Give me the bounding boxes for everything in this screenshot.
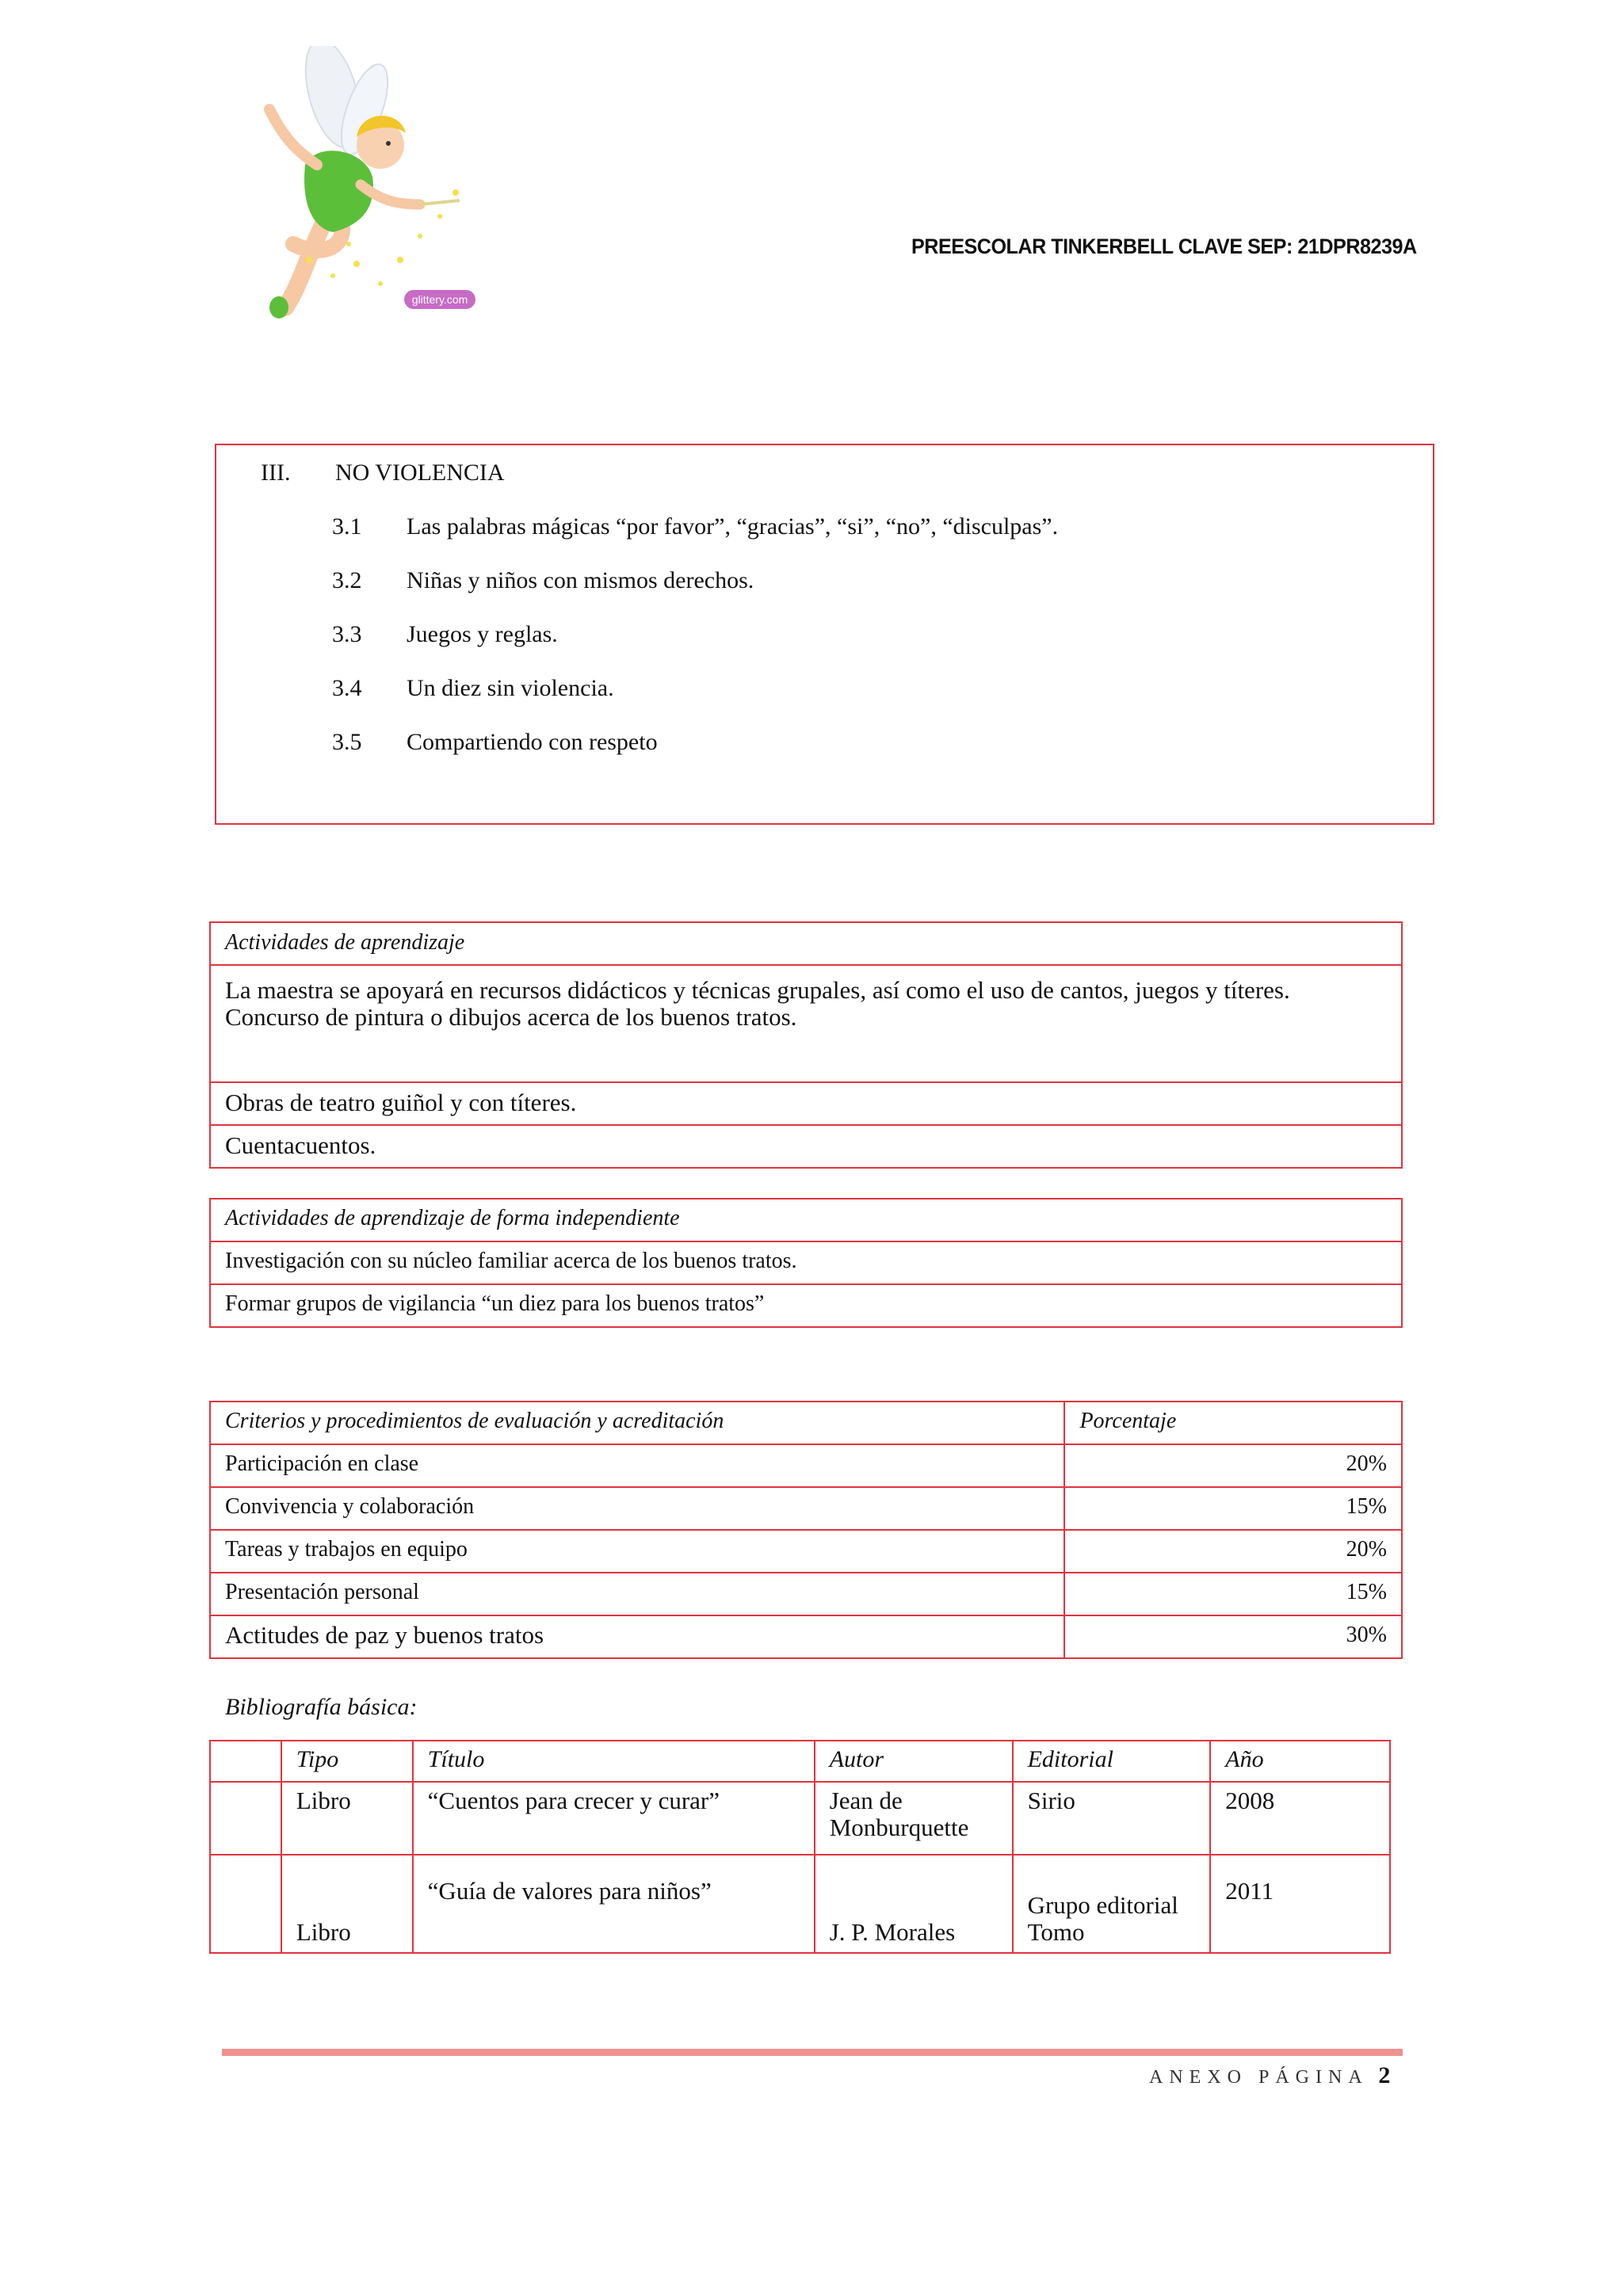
criterion-cell: Tareas y trabajos en equipo [210, 1530, 1064, 1573]
criterion-cell: Presentación personal [210, 1573, 1064, 1615]
item-text: Un diez sin violencia. [407, 675, 614, 701]
autor-header: Autor [815, 1741, 1013, 1782]
anio-cell: 2008 [1210, 1782, 1390, 1855]
bibliography-table [209, 1740, 1391, 1954]
tipo-header: Tipo [281, 1741, 413, 1782]
empty-cell [210, 1741, 281, 1782]
criteria-header: Criterios y procedimientos de evaluación y acreditación [210, 1402, 1064, 1444]
item-text: Las palabras mágicas “por favor”, “gracias”, “si”, “no”, “disculpas”. [407, 513, 1059, 540]
titulo-cell: “Cuentos para crecer y curar” [413, 1782, 815, 1855]
table-row [210, 1444, 1402, 1487]
list-item [332, 513, 1058, 540]
list-item [332, 621, 558, 648]
logo-caption: glittery.com [404, 290, 475, 309]
item-number: 3.3 [332, 621, 362, 647]
editorial-cell: Sirio [1013, 1782, 1211, 1855]
empty-cell [210, 1782, 281, 1855]
table-row [210, 1855, 1390, 1953]
titulo-header: Título [413, 1741, 815, 1782]
table-row [210, 1782, 1390, 1855]
table-row [210, 965, 1402, 1082]
list-item [332, 567, 754, 594]
activities-header: Actividades de aprendizaje [210, 922, 1402, 965]
anio-cell: 2011 [1210, 1855, 1390, 1953]
activities-table [209, 921, 1403, 1169]
tinkerbell-logo [230, 46, 491, 323]
item-number: 3.2 [332, 567, 362, 593]
autor-cell: J. P. Morales [815, 1855, 1013, 1953]
criterion-cell: Participación en clase [210, 1444, 1064, 1487]
footer-label: ANEXO PÁGINA [1149, 2067, 1368, 2088]
percent-cell: 30% [1064, 1615, 1402, 1658]
table-row [210, 1615, 1402, 1658]
section-box [215, 444, 1434, 825]
table-row: Cuentacuentos. [210, 1125, 1402, 1168]
item-number: 3.4 [332, 675, 362, 701]
autor-cell: Jean de Monburquette [815, 1782, 1013, 1855]
table-row: Formar grupos de vigilancia “un diez para los buenos tratos” [210, 1284, 1402, 1327]
footer [1149, 2062, 1391, 2089]
independent-activities-table [209, 1198, 1403, 1328]
table-row [210, 1530, 1402, 1573]
list-item [332, 675, 614, 702]
criterion-cell: Actitudes de paz y buenos tratos [210, 1615, 1064, 1658]
section-title: NO VIOLENCIA [335, 460, 505, 486]
table-row: Investigación con su núcleo familiar acerca de los buenos tratos. [210, 1241, 1402, 1284]
table-row: Obras de teatro guiñol y con títeres. [210, 1082, 1402, 1125]
bibliography-label: Bibliografía básica: [225, 1694, 418, 1720]
fairy-illustration [230, 46, 491, 323]
evaluation-table [209, 1401, 1403, 1659]
list-item [332, 729, 658, 756]
percent-header: Porcentaje [1064, 1402, 1402, 1444]
titulo-cell: “Guía de valores para niños” [413, 1855, 815, 1953]
percent-cell: 20% [1064, 1530, 1402, 1573]
footer-divider [222, 2049, 1403, 2056]
anio-header: Año [1210, 1741, 1390, 1782]
percent-cell: 20% [1064, 1444, 1402, 1487]
activities-row-text: La maestra se apoyará en recursos didácticos y técnicas grupales, así como el uso de cantos, juegos y títeres. [225, 976, 1290, 1004]
item-number: 3.1 [332, 513, 362, 540]
item-number: 3.5 [332, 729, 362, 755]
table-row [210, 1487, 1402, 1530]
editorial-header: Editorial [1013, 1741, 1211, 1782]
item-text: Niñas y niños con mismos derechos. [407, 567, 754, 593]
page-number: 2 [1378, 2062, 1391, 2088]
item-text: Compartiendo con respeto [407, 729, 658, 755]
empty-cell [210, 1855, 281, 1953]
school-title: PREESCOLAR TINKERBELL CLAVE SEP: 21DPR8239A [911, 235, 1417, 258]
editorial-cell: Grupo editorial Tomo [1013, 1855, 1211, 1953]
table-row [210, 1573, 1402, 1615]
tipo-cell: Libro [281, 1855, 413, 1953]
tipo-cell: Libro [281, 1782, 413, 1855]
section-number: III. [261, 460, 291, 486]
item-text: Juegos y reglas. [407, 621, 558, 647]
percent-cell: 15% [1064, 1573, 1402, 1615]
independent-header: Actividades de aprendizaje de forma independiente [210, 1199, 1402, 1241]
criterion-cell: Convivencia y colaboración [210, 1487, 1064, 1530]
percent-cell: 15% [1064, 1487, 1402, 1530]
activities-row-text: Concurso de pintura o dibujos acerca de los buenos tratos. [225, 1003, 797, 1031]
